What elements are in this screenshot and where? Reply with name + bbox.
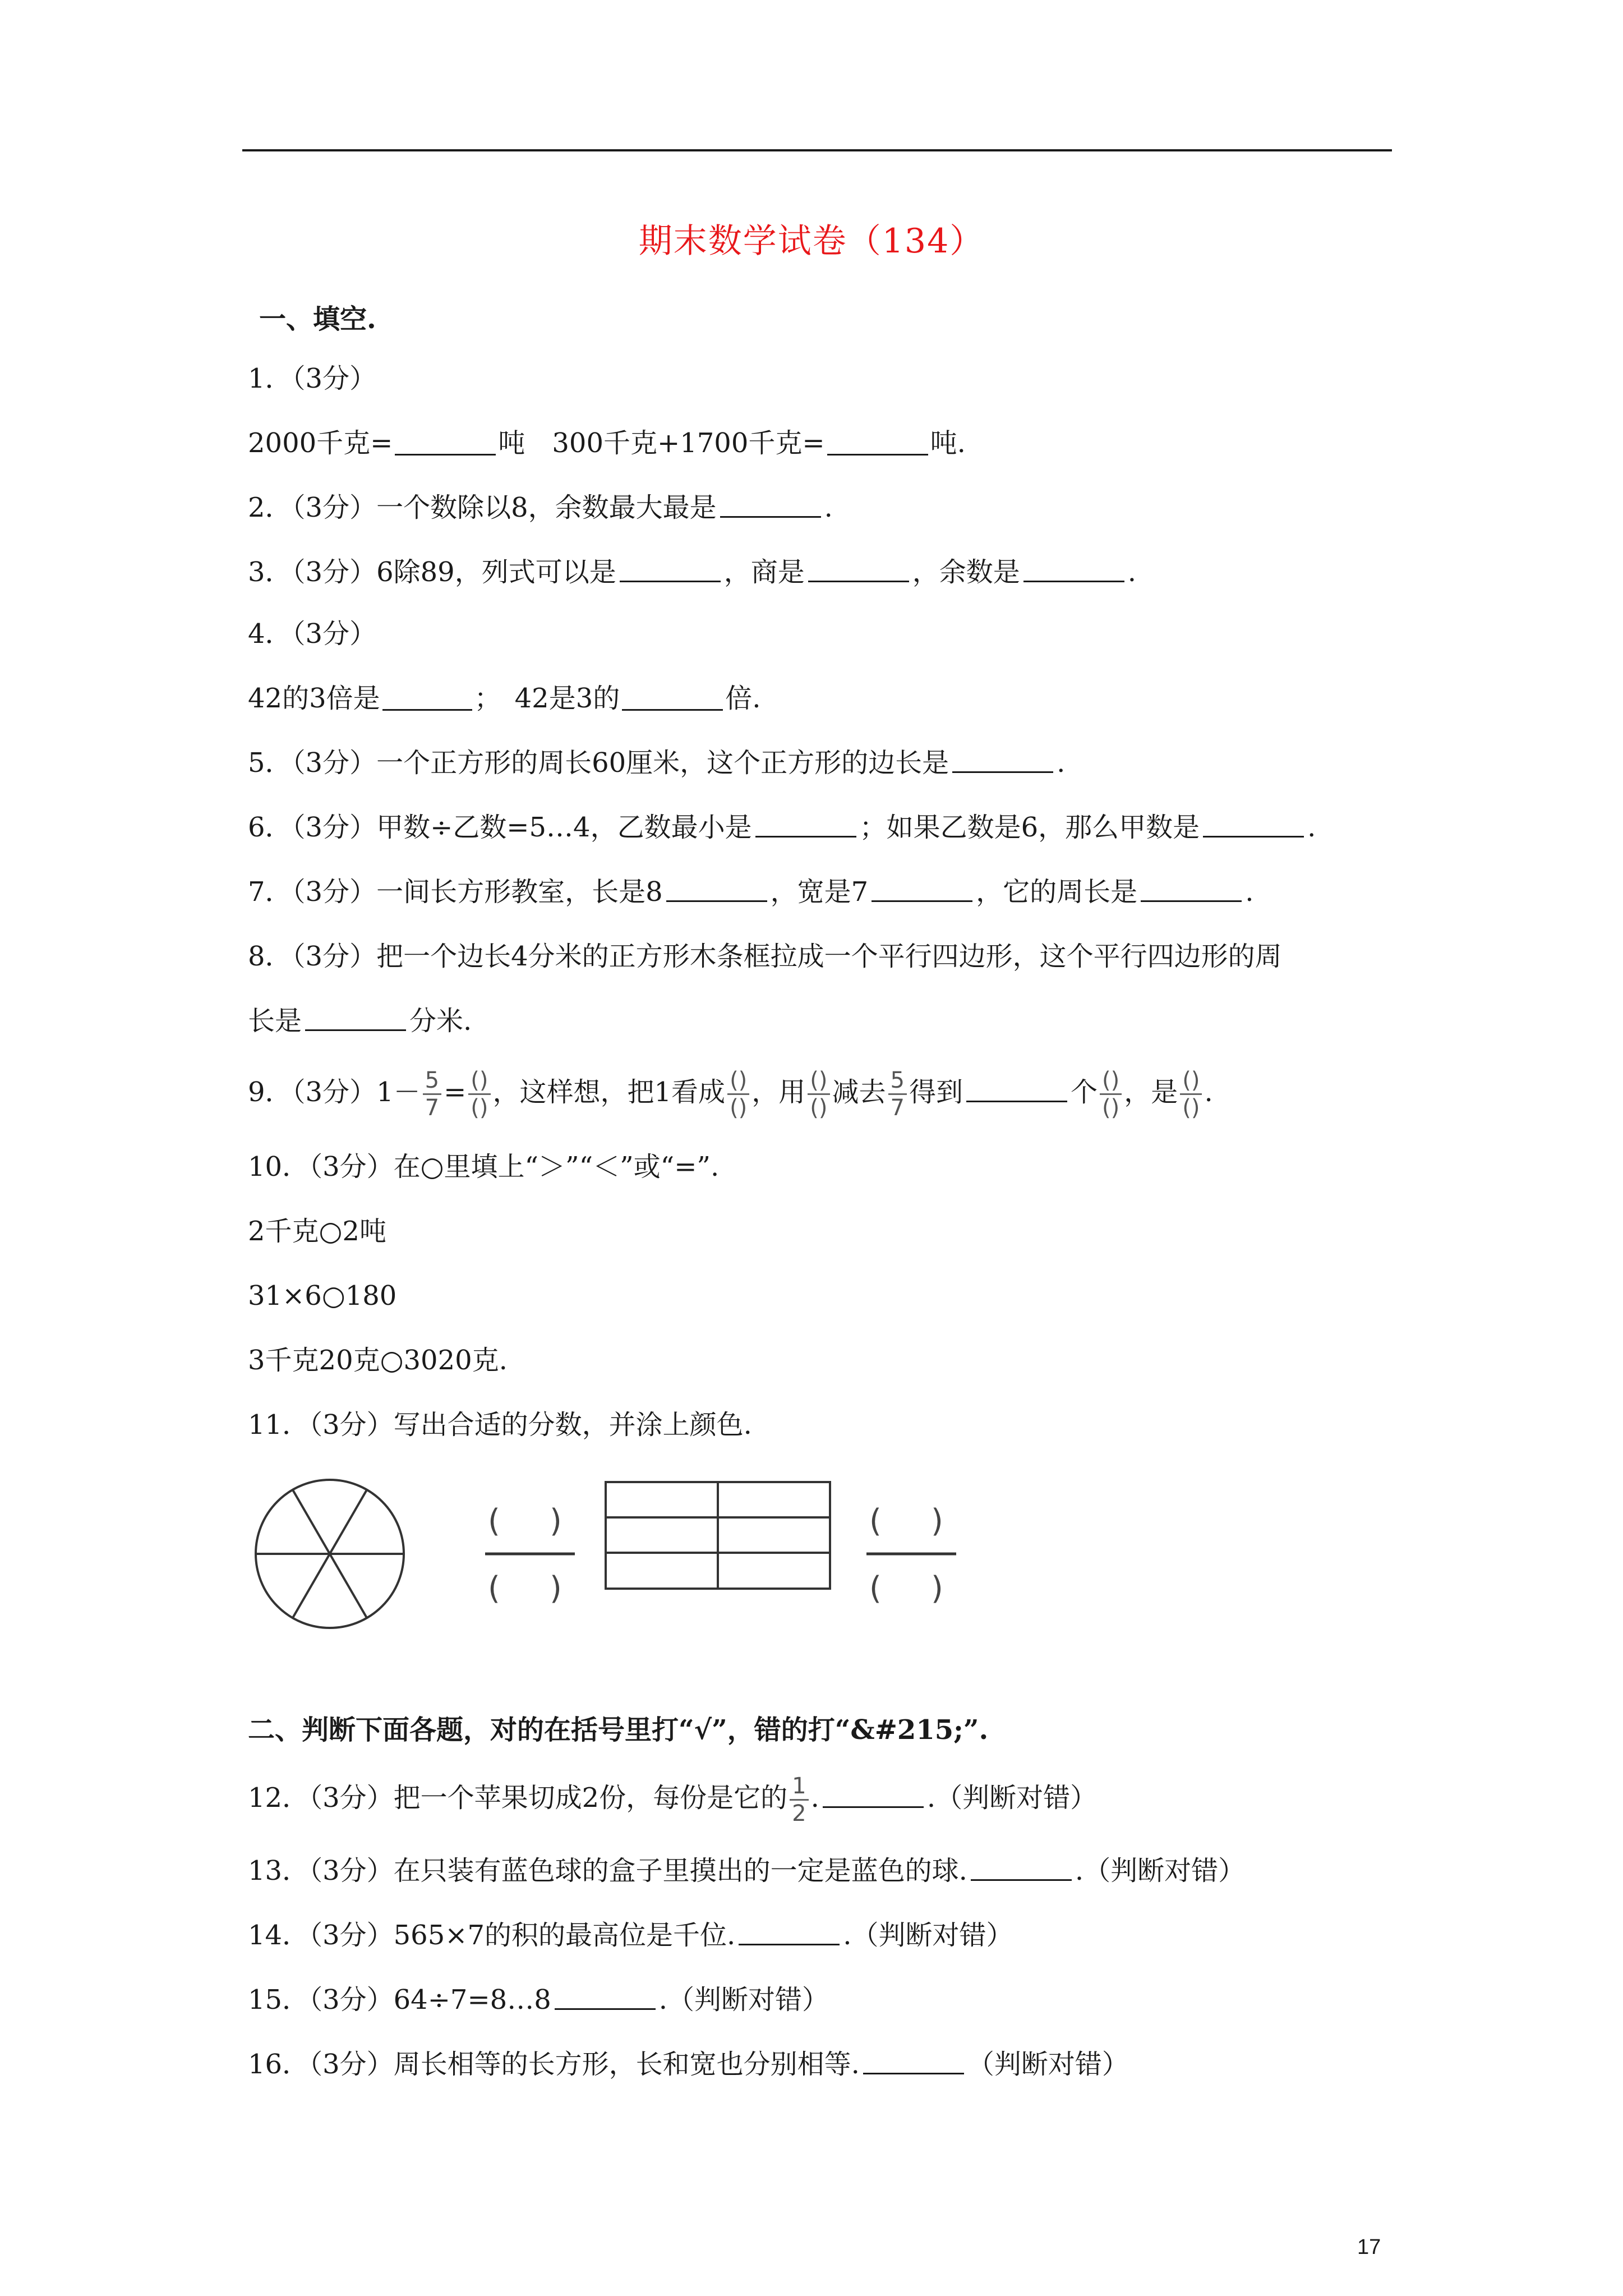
q4-part-c: 倍. xyxy=(725,683,761,714)
page-number: 17 xyxy=(1357,2235,1381,2259)
q5-end: . xyxy=(1057,747,1066,779)
frac-num: 5 xyxy=(423,1068,441,1095)
question-6 xyxy=(248,808,1316,847)
fraction-blank[interactable] xyxy=(1180,1068,1202,1121)
answer-blank[interactable] xyxy=(1203,811,1304,838)
frac-num: 5 xyxy=(888,1068,907,1095)
q7-end: . xyxy=(1245,876,1254,908)
frac-den: () xyxy=(471,1095,488,1121)
frac-num: () xyxy=(727,1068,749,1095)
answer-blank[interactable] xyxy=(620,556,721,582)
q9-part-f: 个 xyxy=(1071,1076,1098,1108)
paren-open: ( xyxy=(488,1570,500,1607)
q14-part-a: 14．（3分）565×7的积的最高位是千位. xyxy=(248,1920,736,1951)
fraction-blank[interactable] xyxy=(808,1068,829,1121)
paren-open: ( xyxy=(488,1503,500,1539)
answer-blank[interactable] xyxy=(971,1855,1072,1881)
question-10: 10．（3分）在○里填上“＞”“＜”或“=”. xyxy=(248,1151,720,1182)
fraction-five-sevenths xyxy=(888,1068,907,1121)
q16-part-b: （判断对错） xyxy=(967,2049,1129,2080)
q9-part-a: 9．（3分）1－ xyxy=(248,1076,421,1108)
q12-part-b: . xyxy=(810,1782,819,1814)
paren-open: ( xyxy=(869,1503,882,1539)
q1-part-a: 2000千克= xyxy=(248,427,393,459)
q9-part-b: ，这样想，把1看成 xyxy=(492,1076,726,1108)
question-14 xyxy=(248,1916,1013,1955)
q7-part-b: ，宽是7 xyxy=(770,876,869,908)
q7-part-a: 7．（3分）一间长方形教室，长是8 xyxy=(248,876,663,908)
paren-close: ) xyxy=(550,1570,562,1607)
paren-close: ) xyxy=(931,1570,943,1607)
fraction-five-sevenths xyxy=(423,1068,441,1121)
question-1-head: 1．（3分） xyxy=(248,363,377,394)
frac-den: () xyxy=(1182,1095,1200,1121)
question-3 xyxy=(248,553,1136,592)
answer-blank[interactable] xyxy=(872,876,972,902)
fraction-blank[interactable] xyxy=(468,1068,490,1121)
q11-figures xyxy=(247,1470,987,1649)
top-rule xyxy=(242,149,1392,151)
q9-part-c: ，用 xyxy=(751,1076,806,1108)
fraction-one-half xyxy=(790,1773,808,1826)
frac-num: 1 xyxy=(790,1773,808,1801)
q13-part-b: .（判断对错） xyxy=(1075,1855,1246,1887)
q9-part-e: 得到 xyxy=(909,1076,963,1108)
answer-blank[interactable] xyxy=(1141,876,1242,902)
q15-part-a: 15．（3分）64÷7=8…8 xyxy=(248,1984,551,2016)
q10-line-3: 3千克20克○3020克. xyxy=(248,1345,508,1376)
q8-part-a: 长是 xyxy=(248,1005,302,1037)
rectangle-divided-6 xyxy=(606,1482,830,1589)
q4-part-b: ； 42是3的 xyxy=(474,683,620,714)
q3-part-b: ，商是 xyxy=(723,556,805,588)
frac-den: () xyxy=(730,1095,748,1121)
answer-blank[interactable] xyxy=(720,491,821,518)
frac-num: () xyxy=(808,1068,829,1095)
q16-part-a: 16．（3分）周长相等的长方形，长和宽也分别相等. xyxy=(248,2049,860,2080)
question-13 xyxy=(248,1851,1245,1890)
fraction-blank-2[interactable] xyxy=(866,1503,956,1607)
answer-blank[interactable] xyxy=(808,556,909,582)
paren-close: ) xyxy=(550,1503,562,1539)
question-12 xyxy=(248,1767,1097,1829)
answer-blank[interactable] xyxy=(382,681,472,711)
q1-part-c: 吨. xyxy=(930,427,966,459)
q3-part-a: 3．（3分）6除89，列式可以是 xyxy=(248,556,616,588)
question-5 xyxy=(248,743,1065,783)
paren-close: ) xyxy=(931,1503,943,1539)
frac-den: () xyxy=(1102,1095,1120,1121)
question-16 xyxy=(248,2045,1129,2084)
q8-part-b: 分米. xyxy=(409,1005,472,1037)
answer-blank[interactable] xyxy=(305,1005,406,1031)
q9-part-g: ，是 xyxy=(1124,1076,1178,1108)
frac-num: () xyxy=(1100,1068,1122,1095)
section-heading-fill-in: 一、填空. xyxy=(259,303,376,335)
frac-num: () xyxy=(1180,1068,1202,1095)
frac-den: 7 xyxy=(890,1095,905,1121)
q5-text: 5．（3分）一个正方形的周长60厘米，这个正方形的边长是 xyxy=(248,747,949,779)
frac-den: 2 xyxy=(792,1801,806,1826)
paren-open: ( xyxy=(869,1570,882,1607)
answer-blank[interactable] xyxy=(827,426,928,455)
question-8-line-1: 8．（3分）把一个边长4分米的正方形木条框拉成一个平行四边形，这个平行四边形的周 xyxy=(248,941,1282,972)
question-8-line-2 xyxy=(248,1001,472,1041)
q2-end: . xyxy=(824,492,833,523)
answer-blank[interactable] xyxy=(666,876,767,902)
fraction-blank[interactable] xyxy=(727,1068,749,1121)
answer-blank[interactable] xyxy=(555,1984,656,2010)
answer-blank[interactable] xyxy=(622,681,723,711)
page-title: 期末数学试卷（134） xyxy=(638,222,985,261)
question-15 xyxy=(248,1980,829,2019)
q4-part-a: 42的3倍是 xyxy=(248,683,380,714)
question-4-body xyxy=(248,679,761,718)
answer-blank[interactable] xyxy=(395,426,496,455)
q9-end: . xyxy=(1204,1076,1213,1108)
q3-part-c: ，余数是 xyxy=(912,556,1020,588)
frac-den: () xyxy=(810,1095,828,1121)
q3-end: . xyxy=(1127,556,1136,588)
equals-sign: = xyxy=(444,1076,467,1108)
q14-part-b: .（判断对错） xyxy=(843,1920,1013,1951)
question-9 xyxy=(248,1061,1213,1123)
question-7 xyxy=(248,872,1253,912)
question-4-head: 4．（3分） xyxy=(248,618,377,650)
question-2 xyxy=(248,488,833,527)
q12-part-a: 12．（3分）把一个苹果切成2份，每份是它的 xyxy=(248,1782,788,1814)
answer-blank[interactable] xyxy=(966,1076,1067,1102)
frac-num: () xyxy=(468,1068,490,1095)
q1-part-b: 吨 300千克+1700千克= xyxy=(498,427,825,459)
answer-blank[interactable] xyxy=(739,1919,840,1945)
answer-blank[interactable] xyxy=(952,747,1053,773)
q15-part-b: .（判断对错） xyxy=(658,1984,829,2016)
fraction-blank-1[interactable] xyxy=(485,1503,575,1607)
q6-end: . xyxy=(1307,812,1316,843)
circle-divided-6 xyxy=(256,1480,404,1628)
question-1-body xyxy=(248,424,966,463)
q13-part-a: 13．（3分）在只装有蓝色球的盒子里摸出的一定是蓝色的球. xyxy=(248,1855,967,1887)
q10-line-1: 2千克○2吨 xyxy=(248,1216,386,1247)
answer-blank[interactable] xyxy=(1023,556,1124,582)
q6-part-a: 6．（3分）甲数÷乙数=5…4，乙数最小是 xyxy=(248,812,752,843)
section-heading-true-false: 二、判断下面各题，对的在括号里打“√”，错的打“&#215;”. xyxy=(248,1714,989,1746)
answer-blank[interactable] xyxy=(863,2048,964,2074)
q12-part-c: .（判断对错） xyxy=(926,1782,1098,1814)
frac-den: 7 xyxy=(425,1095,440,1121)
q2-text: 2．（3分）一个数除以8，余数最大最是 xyxy=(248,492,717,523)
q6-part-b: ；如果乙数是6，那么甲数是 xyxy=(859,812,1200,843)
fraction-blank[interactable] xyxy=(1100,1068,1122,1121)
q9-part-d: 减去 xyxy=(832,1076,886,1108)
answer-blank[interactable] xyxy=(755,811,856,838)
answer-blank[interactable] xyxy=(823,1782,924,1808)
q10-line-2: 31×6○180 xyxy=(248,1280,397,1312)
q7-part-c: ，它的周长是 xyxy=(976,876,1138,908)
question-11: 11．（3分）写出合适的分数，并涂上颜色. xyxy=(248,1409,752,1441)
